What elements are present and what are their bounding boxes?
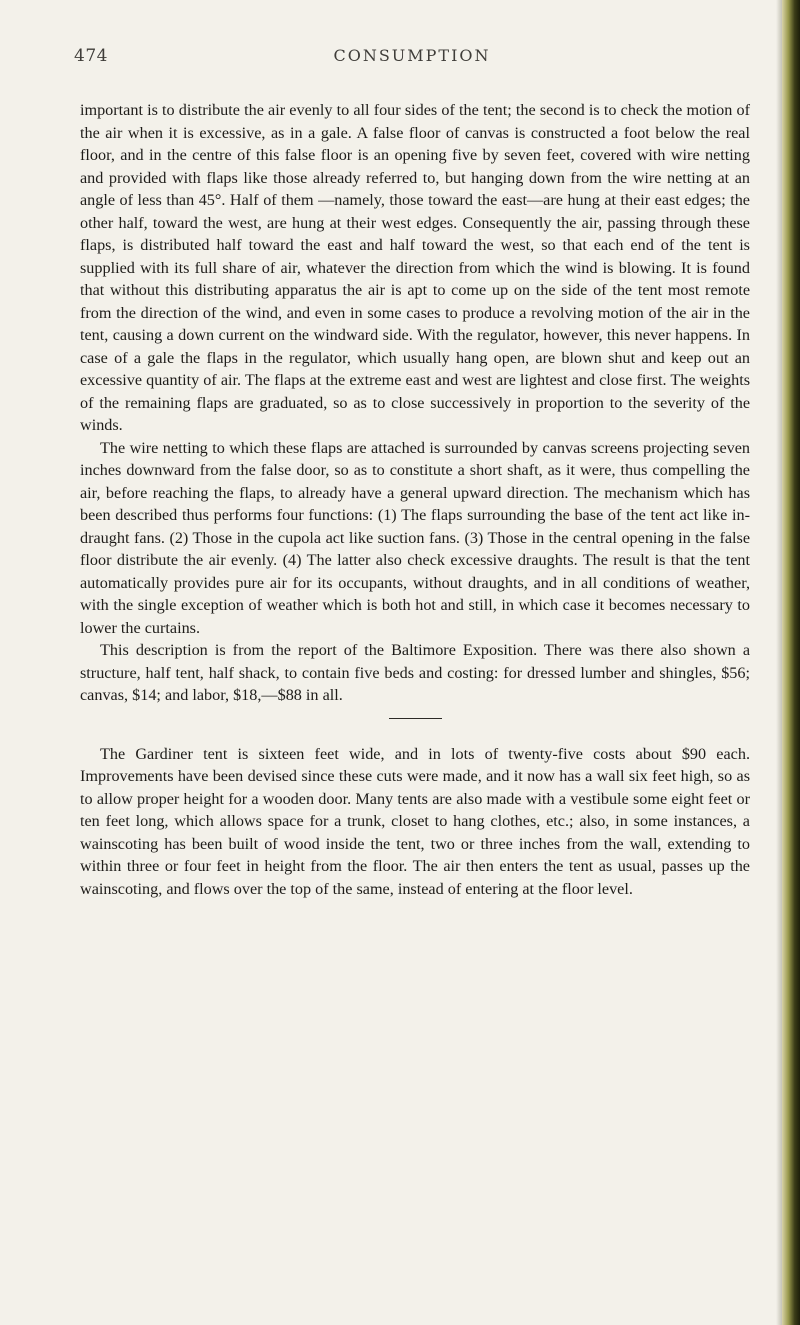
book-edge [782,0,800,1325]
paragraph-wire-netting: The wire netting to which these flaps are attached is surrounded by canvas screens projecting seven inches downward from the false door, so as to constitute a short shaft, as it were, thus compelling the air, before reaching the flaps, to already have a general upward direction. The mechanism which has been described thus performs four functions: (1) The flaps surrounding the base of the tent act like in-draught fans. (2) Those in the cupola act like suction fans. (3) Those in the central opening in the false floor distribute the air evenly. (4) The latter also check excessive draughts. The result is that the tent automatically provides pure air for its occupants, without draughts, and in all conditions of weather, with the single exception of weather which is both hot and still, in which case it becomes necessary to lower the curtains. [80,438,750,637]
page-header [74,46,750,70]
page-number: 474 [74,46,108,66]
paragraph-gardiner-tent: The Gardiner tent is sixteen feet wide, and in lots of twenty-five costs about $90 each. Improvements have been devised since these cuts were made, and it now has a wall six feet high, so as to allow proper height for a wooden door. Many tents are also made with a vestibule some eight feet or ten feet long, which allows space for a trunk, closet to hang clothes, etc.; also, in some instances, a wainscoting has been built of wood inside the tent, two or three inches from the wall, extending to within three or four feet in height from the floor. The air then enters the tent as usual, passes up the wainscoting, and flows over the top of the same, instead of entering at the floor level. [80,744,750,898]
running-head: CONSUMPTION [333,46,491,65]
paragraph-continued: important is to distribute the air evenly to all four sides of the tent; the second is to check the motion of the air when it is excessive, as in a gale. A false floor of canvas is constructed a foot below the real floor, and in the centre of this false floor is an opening five by seven feet, covered with wire netting and provided with flaps like those already referred to, but hanging down from the wire netting at an angle of less than 45°. Half of them —namely, those toward the east—are hung at their east edges; the other half, toward the west, are hung at their west edges. Consequently the air, passing through these flaps, is distributed half toward the east and half toward the west, so that each end of the tent is supplied with its full share of air, whatever the direction from which the wind is blowing. It is found that without this distributing apparatus the air is apt to come up on the side of the tent most remote from the direction of the wind, and even in some cases to produce a revolving motion of the air in the tent, causing a down current on the windward side. With the regulator, however, this never happens. In case of a gale the flaps in the regulator, which usually hang open, are blown shut and keep out an excessive quantity of air. The flaps at the extreme east and west are lightest and close first. The weights of the remaining flaps are graduated, so as to close successively in proportion to the severity of the winds. [80,101,750,434]
paragraph-baltimore-exposition: This description is from the report of the Baltimore Exposition. There was there also shown a structure, half tent, half shack, to contain five beds and costing: for dressed lumber and shingles, $56; canvas, $14; and labor, $18,—$88 in all. [80,641,750,704]
body-text [80,99,750,900]
section-divider [389,718,442,719]
